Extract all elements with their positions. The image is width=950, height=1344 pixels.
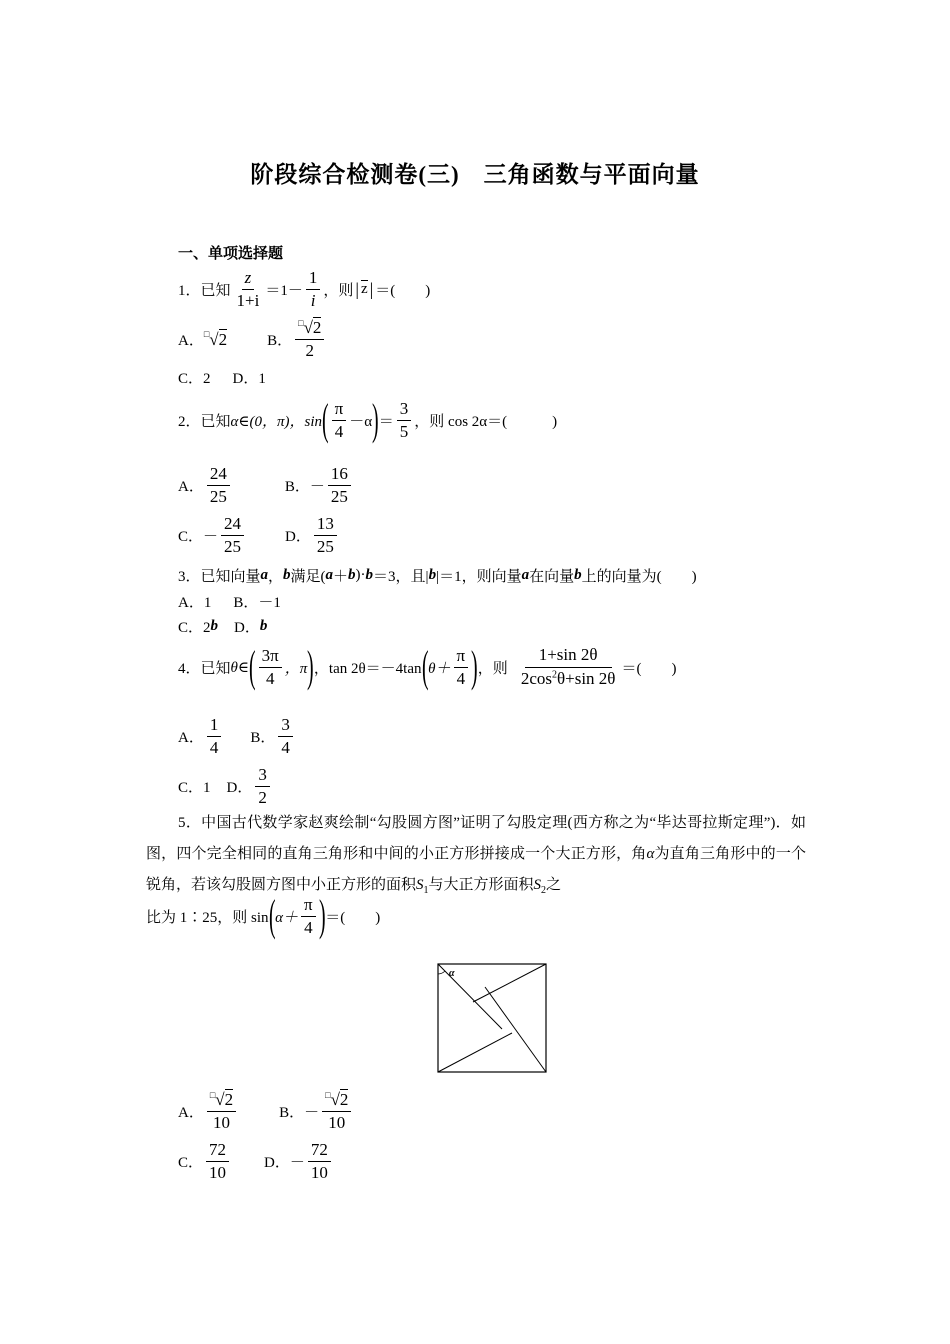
q4-option-a: A． [178, 729, 204, 746]
q1-option-c: C．2 [178, 371, 211, 387]
q1-options-cd [178, 367, 266, 388]
q1-frac: $\frac{z}{1+i}$ [236, 268, 260, 310]
section-heading: 一、单项选择题 [178, 246, 284, 262]
q1-options-ab [178, 318, 327, 360]
q5-option-b-frac: $\frac{^□√2}{10}$ [322, 1090, 351, 1132]
q2-options-ab [178, 464, 354, 506]
q4-end: ＝( ) [621, 660, 677, 677]
alpha-label: α [449, 968, 455, 979]
q5-option-c: C． [178, 1154, 204, 1171]
q3-option-a: A．1 [178, 595, 212, 611]
q2-domain: α∈(0，π)，sin [230, 413, 323, 430]
q2-option-d: D． [285, 528, 311, 545]
q4-frac: $\frac{3\pi}{4}$ [259, 646, 282, 688]
q4-options-ab [178, 715, 296, 757]
q5-options-ab [178, 1090, 354, 1132]
page-title: 阶段综合检测卷(三) 三角函数与平面向量 [250, 162, 700, 187]
q3-option-d: D． [234, 620, 260, 636]
q1-eq: ＝1－ [265, 282, 303, 299]
triangle-edge-3 [485, 987, 546, 1072]
q2-minus-alpha: －α [349, 413, 373, 430]
q4-option-d: D． [226, 779, 253, 796]
q3-options-ab [178, 591, 281, 612]
q5-frac: $\frac{\pi}{4}$ [301, 895, 316, 937]
q2-stem: 2．已知 [178, 413, 231, 430]
q2-option-a-frac: $\frac{24}{25}$ [207, 464, 230, 506]
q4-big-frac: $\frac{1+\sin 2\theta}{2\cos^2\theta+\sin 2\theta}$ [520, 645, 616, 688]
q1-end: ＝( ) [375, 282, 431, 299]
q2-value: $\frac{3}{5}$ [397, 399, 412, 441]
q3-options-cd: C．2 b D． b [178, 618, 268, 636]
q4-option-b: B． [250, 729, 276, 746]
question-4: 4．已知 θ∈ ( $\frac{3\pi}{4}$ ，π ) ，tan 2θ＝－4tan ( θ＋ $\frac{\pi}{4}$ ) ，则 $\frac{1+\sin 2\theta}{2\cos^2\theta+\sin 2\theta}$ ＝( ) [178, 642, 677, 691]
question-1: 1．已知 $\frac{z}{1+i}$ ＝1－ $\frac{1}{i}$ ，则 | z | ＝( ) [178, 268, 431, 310]
q1-zbar: z [360, 281, 368, 298]
q5-option-d-frac: $\frac{72}{10}$ [308, 1140, 331, 1182]
q1-option-a-value: □√2 [203, 328, 228, 349]
q2-option-d-frac: $\frac{13}{25}$ [314, 514, 337, 556]
question-2: 2．已知 α∈(0，π)，sin ( $\frac{\pi}{4}$ －α ) ＝ $\frac{3}{5}$ ，则 cos 2α＝( ) [178, 395, 558, 444]
q5-option-c-frac: $\frac{72}{10}$ [206, 1140, 229, 1182]
q2-options-cd [178, 514, 340, 556]
q1-option-b-frac: $\frac{^□√2}{2}$ [295, 318, 324, 360]
q4-stem: 4．已知 [178, 660, 231, 677]
q1-frac2: $\frac{1}{i}$ [306, 268, 321, 310]
pythagoras-figure [436, 962, 550, 1076]
q5-ask: 比为 1∶25，则 sin ( α＋ $\frac{\pi}{4}$ ) ＝( ) [146, 891, 381, 940]
q4-option-d-frac: $\frac{3}{2}$ [255, 765, 270, 807]
q5-option-b: B．－ [279, 1104, 320, 1121]
q5-option-d: D．－ [264, 1154, 305, 1171]
q2-frac: $\frac{\pi}{4}$ [332, 399, 347, 441]
triangle-edge-4 [438, 1033, 512, 1072]
q2-option-b: B．－ [284, 478, 325, 495]
q1-tail: ，则 [323, 282, 354, 299]
q4-options-cd [178, 765, 273, 807]
q3-option-c: C．2 [178, 620, 211, 636]
q2-option-b-frac: $\frac{16}{25}$ [328, 464, 351, 506]
q4-option-c: C．1 [178, 779, 211, 796]
q4-frac2: $\frac{\pi}{4}$ [454, 646, 469, 688]
q1-stem: 1．已知 [178, 282, 231, 299]
angle-arc [438, 971, 445, 974]
q4-option-a-frac: $\frac{1}{4}$ [207, 715, 222, 757]
q5-options-cd [178, 1140, 334, 1182]
question-3: 3．已知向量 a ， b 满足( a ＋ b )· b ＝3，且| b |＝1，则向量 a 在向量 b 上的向量为( ) [178, 567, 697, 585]
q1-option-a: A． [178, 332, 204, 349]
q2-option-c-frac: $\frac{24}{25}$ [221, 514, 244, 556]
q3-option-b: B．－1 [233, 595, 281, 611]
q5-option-a: A． [178, 1104, 204, 1121]
q1-option-d: D．1 [232, 371, 266, 387]
triangle-edge-2 [473, 964, 546, 1002]
q5-option-a-frac: $\frac{^□√2}{10}$ [207, 1090, 236, 1132]
q2-tail: ，则 cos 2α＝( ) [414, 413, 558, 430]
q2-option-a: A． [178, 478, 204, 495]
q4-option-b-frac: $\frac{3}{4}$ [278, 715, 293, 757]
question-5: 5．中国古代数学家赵爽绘制“勾股圆方图”证明了勾股定理(西方称之为“毕达哥拉斯定理”)．如图，四个完全相同的直角三角形和中间的小正方形拼接成一个大正方形，角α为直角三角形中的一个锐角，若该勾股圆方图中小正方形的面积$S_1$与大正方形面积$S_2$之 [146, 815, 806, 896]
q2-option-c: C．－ [178, 528, 219, 545]
q2-eq: ＝ [378, 413, 394, 430]
q1-option-b: B． [267, 332, 293, 349]
